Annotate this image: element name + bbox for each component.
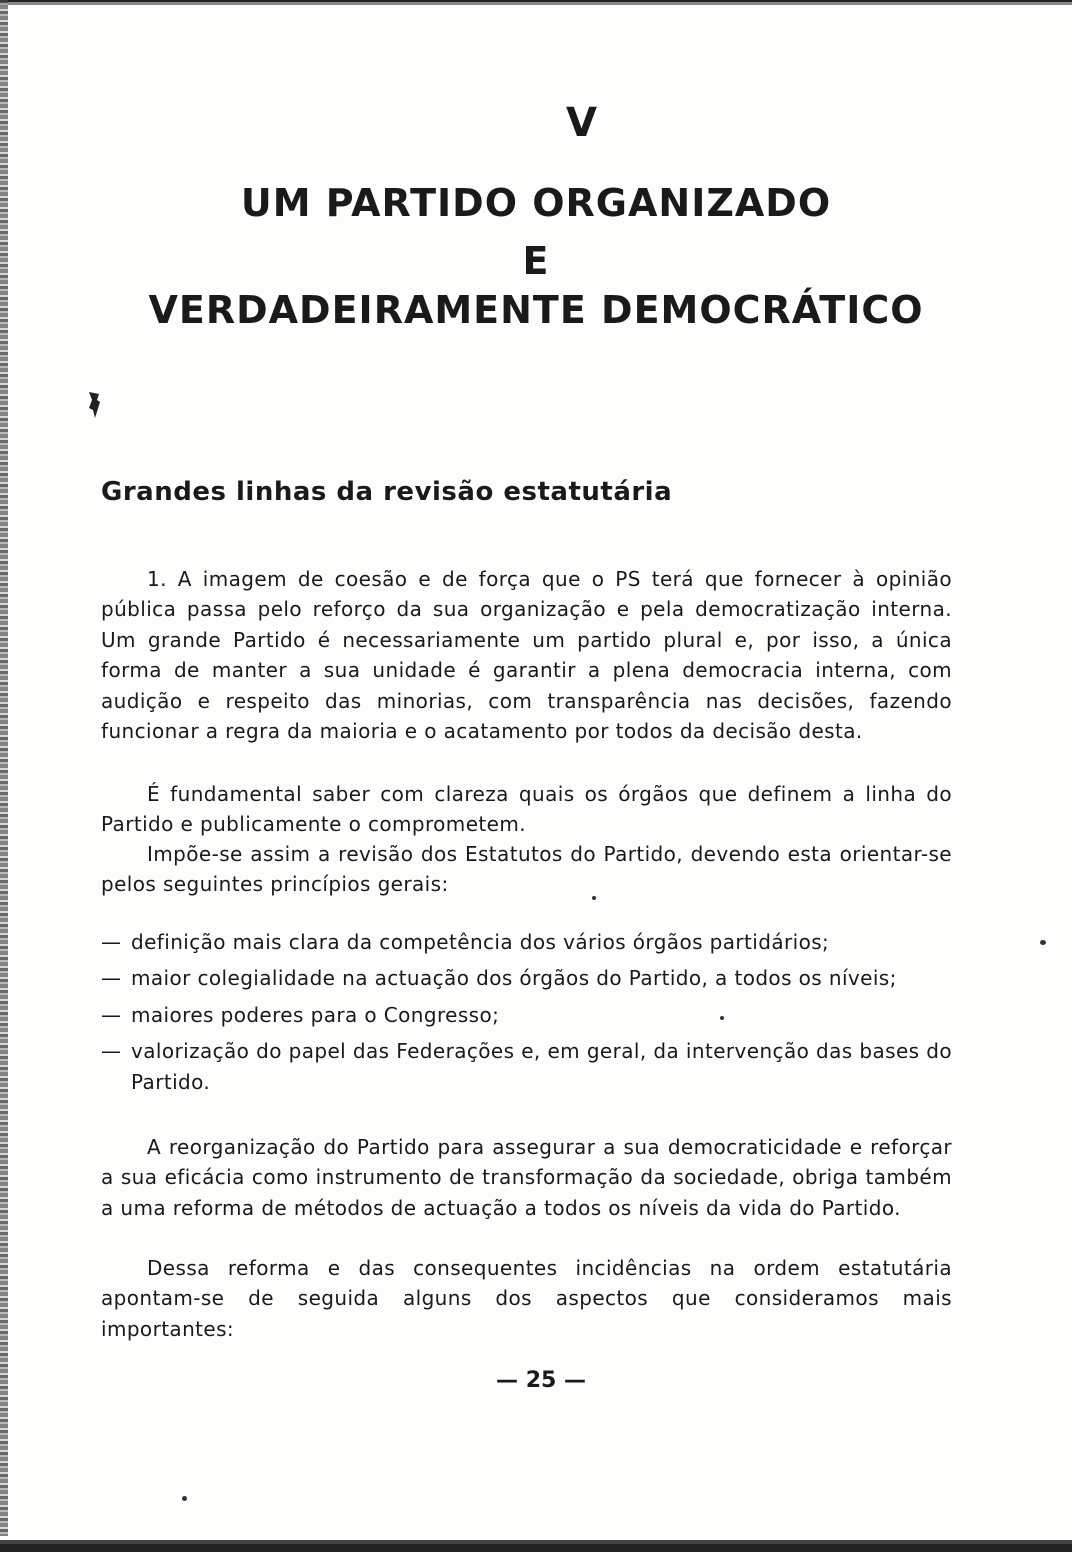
list-item-text: maior colegialidade na actuação dos órgãos do Partido, a todos os níveis; [131, 966, 897, 991]
chapter-title-line-3: VERDADEIRAMENTE DEMOCRÁTICO [148, 288, 924, 332]
list-item-text: definição mais clara da competência dos vários órgãos partidários; [131, 930, 830, 954]
paragraph-4 [101, 1132, 952, 1223]
page-number: — 25 — [496, 1368, 586, 1393]
paragraph-1 [101, 564, 952, 746]
paragraph-1-text: 1. A imagem de coesão e de força que o PS terá que fornecer à opinião pública passa pelo reforço da sua organização e pela democratização interna. Um grande Partido é necessariamente um partido plural e, por isso, a única forma de manter a sua unidade é garantir a plena democracia interna, com audição e respeito das minorias, com transparência nas decisões, fazendo funcionar a regra da maioria e o acatamento por todos da decisão desta. [101, 567, 952, 744]
paragraph-2 [101, 779, 952, 840]
scan-speck [592, 896, 596, 900]
pen-mark-icon [86, 390, 102, 420]
scan-speck [1040, 940, 1046, 945]
paragraph-2-text: É fundamental saber com clareza quais os órgãos que definem a linha do Partido e publicamente o comprometem. [101, 782, 952, 837]
chapter-title-line-2: E [522, 239, 550, 283]
list-item [101, 1000, 952, 1030]
scan-border-left [0, 0, 8, 1552]
list-item-dash: — [101, 966, 122, 991]
scan-speck [720, 1016, 724, 1020]
list-item [101, 963, 952, 993]
list-item-dash: — [101, 1002, 122, 1027]
chapter-title-line-1: UM PARTIDO ORGANIZADO [240, 181, 832, 225]
list-item-dash: — [101, 930, 122, 954]
list-item-text: valorização do papel das Federações e, em geral, da intervenção das bases do Partido. [131, 1039, 952, 1094]
principles-list [101, 927, 952, 1103]
list-item-text: maiores poderes para o Congresso; [131, 1002, 500, 1027]
chapter-number: V [566, 100, 598, 146]
list-item-dash: — [101, 1039, 122, 1064]
paragraph-3 [101, 839, 952, 900]
paragraph-5 [101, 1253, 952, 1344]
paragraph-4-text: A reorganização do Partido para assegurar a sua democraticidade e reforçar a sua eficácia como instrumento de transformação da sociedade, obriga também a uma reforma de métodos de actuação a todos os níveis da vida do Partido. [101, 1135, 952, 1220]
list-item [101, 927, 952, 957]
scan-border-bottom [0, 1536, 1072, 1552]
paragraph-3-text: Impõe-se assim a revisão dos Estatutos do Partido, devendo esta orientar-se pelos seguintes princípios gerais: [101, 842, 952, 897]
list-item [101, 1036, 952, 1097]
section-heading: Grandes linhas da revisão estatutária [101, 477, 673, 507]
scan-border-top [0, 0, 1072, 5]
paragraph-5-text: Dessa reforma e das consequentes incidências na ordem estatutária apontam-se de seguida alguns dos aspectos que consideramos mais importantes: [101, 1256, 952, 1341]
scan-speck [182, 1496, 187, 1501]
